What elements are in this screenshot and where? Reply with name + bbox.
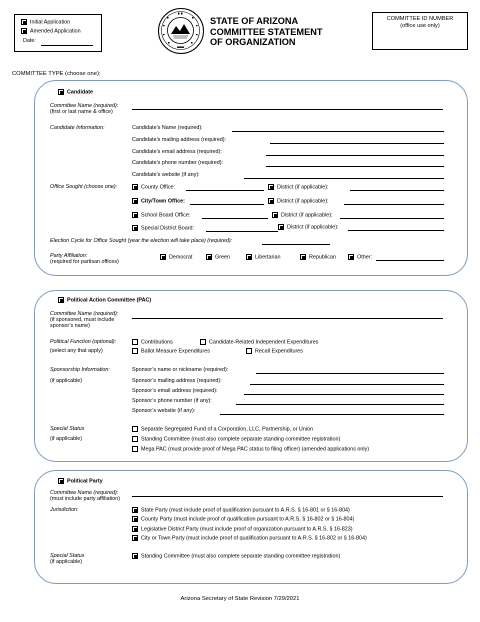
candidate-address-field[interactable] [270, 143, 444, 144]
party-democrat-option[interactable]: Democrat [160, 254, 192, 261]
candidate-name-note: (first or last name & office) [50, 109, 113, 115]
party-status-note: (if applicable) [50, 559, 83, 565]
county-district-checkbox[interactable] [268, 184, 274, 190]
special-district-board-field[interactable] [206, 231, 278, 232]
function-recall-option[interactable]: Recall Expenditures [246, 348, 303, 355]
candidate-email-label: Candidate’s email address (required): [132, 149, 222, 155]
initial-application-checkbox[interactable] [21, 19, 27, 25]
school-district-option[interactable]: District (if applicable): [272, 212, 333, 219]
jurisdiction-city-option[interactable]: City or Town Party (must include proof of qualification pursuant to A.R.S. § 16-802 or § 16-804) [132, 535, 367, 542]
sponsor-address-label: Sponsor’s mailing address (required): [132, 378, 222, 384]
sponsorship-label: Sponsorship Information: [50, 367, 110, 373]
city-party-checkbox[interactable] [132, 535, 138, 541]
special-district-option[interactable]: Special District Board: [132, 225, 194, 232]
ssf-checkbox[interactable] [132, 426, 138, 432]
function-candidate-ie-option[interactable]: Candidate-Related Independent Expenditures [200, 339, 318, 346]
special-district-checkbox[interactable] [132, 225, 138, 231]
candidate-name-field-label: Candidate’s Name (required): [132, 125, 203, 131]
county-office-checkbox[interactable] [132, 184, 138, 190]
ballot-measure-checkbox[interactable] [132, 348, 138, 354]
sponsor-name-label: Sponsor’s name or nickname (required): [132, 367, 229, 373]
legislative-party-checkbox[interactable] [132, 526, 138, 532]
county-district-option[interactable]: District (if applicable): [268, 184, 329, 191]
function-ballot-measure-option[interactable]: Ballot Measure Expenditures [132, 348, 210, 355]
political-party-checkbox[interactable] [58, 478, 64, 484]
committee-id-box: COMMITTEE ID NUMBER (office use only) [372, 12, 468, 50]
sponsorship-note: (if applicable) [50, 378, 83, 384]
election-cycle-label: Election Cycle for Office Sought (year the election will take place) (required): [50, 238, 233, 244]
pac-option[interactable]: Political Action Committee (PAC) [58, 297, 151, 304]
party-affiliation-note: (required for partisan offices) [50, 259, 119, 265]
other-party-field[interactable] [376, 260, 444, 261]
state-party-checkbox[interactable] [132, 507, 138, 513]
amended-application-checkbox[interactable] [21, 28, 27, 34]
jurisdiction-state-option[interactable]: State Party (must include proof of qualification pursuant to A.R.S. § 16-801 or § 16-804) [132, 507, 350, 514]
mega-pac-checkbox[interactable] [132, 446, 138, 452]
pac-checkbox[interactable] [58, 297, 64, 303]
candidate-ie-checkbox[interactable] [200, 339, 206, 345]
school-board-option[interactable]: School Board Office: [132, 212, 190, 219]
candidate-committee-name-field[interactable] [132, 109, 443, 110]
pac-name-label: Committee Name (required): [50, 311, 119, 317]
state-seal-logo [158, 8, 204, 54]
special-district-district-field[interactable] [348, 230, 444, 231]
candidate-info-label: Candidate Information: [50, 125, 105, 131]
party-other-option[interactable]: Other: [348, 254, 372, 261]
pac-function-note: (select any that apply) [50, 348, 103, 354]
party-standing-option[interactable]: Standing Committee (must also complete separate standing committee registration) [132, 553, 340, 560]
status-mega-pac-option[interactable]: Mega PAC (must provide proof of Mega PAC status to filing officer) (amended applications only) [132, 446, 369, 453]
initial-application-option[interactable]: Initial Application [21, 19, 70, 26]
pac-status-note: (if applicable) [50, 436, 83, 442]
special-district-district-checkbox[interactable] [278, 224, 284, 230]
party-committee-name-field[interactable] [132, 496, 443, 497]
special-district-district-option[interactable]: District (if applicable): [278, 224, 339, 231]
jurisdiction-county-option[interactable]: County Party (must include proof of qualification pursuant to A.R.S. § 16-802 or § 16-804) [132, 516, 354, 523]
candidate-phone-label: Candidate’s phone number (required): [132, 160, 223, 166]
sponsor-name-field[interactable] [256, 373, 444, 374]
sponsor-email-field[interactable] [244, 394, 444, 395]
date-label: Date: [23, 38, 36, 44]
candidate-checkbox[interactable] [58, 89, 64, 95]
city-office-field[interactable] [190, 204, 264, 205]
jurisdiction-label: Jurisdiction: [50, 507, 79, 513]
party-affiliation-label: Party Affiliation: [50, 253, 88, 259]
party-name-label: Committee Name (required): [50, 490, 119, 496]
jurisdiction-legislative-option[interactable]: Legislative District Party (must include proof of organization pursuant to A.R.S. § 16-823) [132, 526, 353, 533]
sponsor-email-label: Sponsor’s email address (required): [132, 388, 218, 394]
green-checkbox[interactable] [206, 254, 212, 260]
county-office-option[interactable]: County Office: [132, 184, 175, 191]
sponsor-address-field[interactable] [250, 384, 444, 385]
school-district-field[interactable] [340, 218, 444, 219]
party-standing-checkbox[interactable] [132, 553, 138, 559]
committee-type-label: COMMITTEE TYPE (choose one): [12, 71, 101, 77]
party-status-label: Special Status [50, 553, 85, 559]
democrat-checkbox[interactable] [160, 254, 166, 260]
pac-name-note-2: sponsor’s name) [50, 323, 90, 329]
pac-committee-name-field[interactable] [132, 318, 443, 319]
county-district-field[interactable] [350, 190, 444, 191]
pac-name-note-1: (if sponsored, must include [50, 317, 115, 323]
city-district-option[interactable]: District (if applicable): [268, 198, 329, 205]
political-party-option[interactable]: Political Party [58, 478, 103, 485]
city-office-option[interactable]: City/Town Office: [132, 198, 185, 205]
pac-status-label: Special Status [50, 426, 85, 432]
recall-checkbox[interactable] [246, 348, 252, 354]
republican-checkbox[interactable] [300, 254, 306, 260]
school-board-field[interactable] [202, 218, 268, 219]
sponsor-phone-label: Sponsor’s phone number (if any): [132, 398, 212, 404]
election-cycle-field[interactable] [262, 244, 330, 245]
county-office-field[interactable] [186, 190, 264, 191]
party-green-option[interactable]: Green [206, 254, 230, 261]
candidate-email-field[interactable] [266, 155, 444, 156]
city-district-field[interactable] [344, 204, 444, 205]
libertarian-checkbox[interactable] [246, 254, 252, 260]
candidate-phone-field[interactable] [266, 166, 444, 167]
candidate-name-field[interactable] [232, 131, 444, 132]
sponsor-website-field[interactable] [220, 414, 444, 415]
contributions-checkbox[interactable] [132, 339, 138, 345]
status-ssf-option[interactable]: Separate Segregated Fund of a Corporation, LLC, Partnership, or Union [132, 426, 313, 433]
candidate-name-label: Committee Name (required): [50, 103, 119, 109]
footer-revision: Arizona Secretary of State Revision 7/29/2021 [180, 596, 300, 602]
candidate-website-label: Candidate’s website (if any): [132, 172, 200, 178]
candidate-website-field[interactable] [244, 178, 444, 179]
sponsor-website-label: Sponsor’s website (if any): [132, 408, 196, 414]
status-standing-option[interactable]: Standing Committee (must also complete separate standing committee registration) [132, 436, 340, 443]
function-contributions-option[interactable]: Contributions [132, 339, 173, 346]
school-board-checkbox[interactable] [132, 212, 138, 218]
city-office-checkbox[interactable] [132, 198, 138, 204]
form-title: STATE OF ARIZONA COMMITTEE STATEMENT OF ORGANIZATION [210, 16, 323, 47]
application-type-box [14, 14, 102, 52]
city-district-checkbox[interactable] [268, 198, 274, 204]
school-district-checkbox[interactable] [272, 212, 278, 218]
other-party-checkbox[interactable] [348, 254, 354, 260]
party-republican-option[interactable]: Republican [300, 254, 336, 261]
candidate-address-label: Candidate’s mailing address (required): [132, 137, 226, 143]
pac-function-label: Political Function (optional): [50, 339, 117, 345]
office-sought-label: Office Sought (choose one): [50, 184, 118, 190]
party-libertarian-option[interactable]: Libertarian [246, 254, 280, 261]
amended-application-option[interactable]: Amended Application [21, 28, 81, 35]
party-name-note: (must include party affiliation) [50, 496, 121, 502]
candidate-option[interactable]: Candidate [58, 89, 93, 96]
county-party-checkbox[interactable] [132, 516, 138, 522]
standing-committee-checkbox[interactable] [132, 436, 138, 442]
date-field[interactable] [41, 45, 93, 46]
sponsor-phone-field[interactable] [236, 404, 444, 405]
